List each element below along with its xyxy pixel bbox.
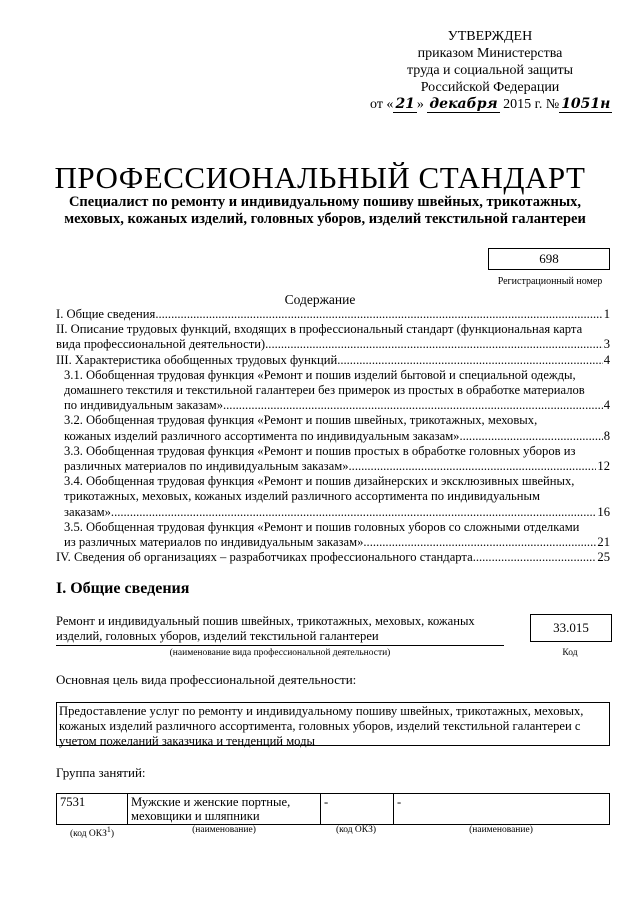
toc-item-34[interactable]: заказам» ..... 16: [56, 505, 610, 520]
approval-line: труда и социальной защиты: [407, 63, 573, 78]
toc-item-iii[interactable]: III. Характеристика обобщенных трудовых функций ..... 4: [56, 353, 610, 368]
toc-item-iv[interactable]: IV. Сведения об организациях – разработчиках профессионального стандарта ..... 25: [56, 550, 610, 565]
approval-number: 1051н: [561, 96, 611, 112]
table-of-contents: [56, 307, 610, 565]
goal-label: Основная цель вида профессиональной деятельности:: [56, 672, 357, 687]
toc-item-33-line: 3.3. Обобщенная трудовая функция «Ремонт и пошив простых в обработке головных уборов из: [64, 443, 576, 458]
activity-caption: (наименование вида профессиональной деятельности): [169, 648, 391, 658]
occupation-name-cell: -: [394, 794, 610, 825]
goal-text: Предоставление услуг по ремонту и индивидуальному пошиву швейных, трикотажных, меховых, кожаных изделий различного ассортимента, головных уборов, изделий текстильной галантереи с учетом пожеланий заказчика и тенденций моды: [56, 702, 610, 746]
approval-month: декабря: [429, 96, 498, 112]
approval-line: приказом Министерства: [417, 46, 563, 61]
toc-item-ii[interactable]: вида профессиональной деятельности) ..... 3: [56, 337, 610, 352]
code-okz-caption: (код ОКЗ$^1$): [69, 825, 115, 840]
name-caption-2: (наименование): [469, 825, 533, 835]
toc-item-34-line: трикотажных, меховых, кожаных изделий различного ассортимента по индивидуальным: [64, 489, 540, 504]
toc-heading: Содержание: [284, 292, 356, 307]
table-row: [57, 794, 610, 825]
code-okz-caption-2: (код ОКЗ): [335, 825, 377, 835]
okz-code-cell: 7531: [57, 794, 128, 825]
toc-item-ii-line: II. Описание трудовых функций, входящих в профессиональный стандарт (функциональная карта: [56, 322, 583, 337]
document-subtitle: Специалист по ремонту и индивидуальному пошиву швейных, трикотажных, меховых, кожаных изделий, головных уборов, изделий текстильной галантереи: [64, 194, 586, 227]
approval-stamp: [370, 28, 610, 113]
approval-date: от « 21 » декабря 2015 г. № 1051н: [370, 96, 611, 112]
occupation-group-table: [56, 793, 610, 825]
toc-item-i[interactable]: I. Общие сведения ..... 1: [56, 307, 610, 322]
approval-line: Российской Федерации: [420, 80, 560, 95]
activity-code-caption: Код: [562, 648, 578, 658]
toc-item-35[interactable]: из различных материалов по индивидуальным заказам» ..... 21: [56, 535, 610, 550]
activity-underline: [56, 645, 504, 646]
approval-title: УТВЕРЖДЕН: [447, 29, 533, 44]
section-heading: I. Общие сведения: [56, 580, 190, 597]
document-title: ПРОФЕССИОНАЛЬНЫЙ СТАНДАРТ: [54, 160, 586, 195]
toc-item-32[interactable]: кожаных изделий различного ассортимента по индивидуальным заказам» ..... 8: [56, 429, 610, 444]
group-label: Группа занятий:: [56, 765, 146, 780]
name-caption: (наименование): [192, 825, 256, 835]
toc-item-32-line: 3.2. Обобщенная трудовая функция «Ремонт и пошив швейных, трикотажных, меховых,: [64, 413, 538, 428]
toc-item-31[interactable]: по индивидуальным заказам» ..... 4: [56, 398, 610, 413]
activity-code: 33.015: [530, 614, 612, 642]
toc-item-31-line: домашнего текстиля и текстильной галантереи без примерок из простых в обработке материалов: [64, 383, 585, 398]
occupation-name-cell: Мужские и женские портные, меховщики и шляпники: [128, 794, 321, 825]
approval-day: 21: [395, 96, 415, 112]
toc-item-31-line: 3.1. Обобщенная трудовая функция «Ремонт и пошив изделий бытовой и специальной одежды,: [64, 367, 576, 382]
toc-item-34-line: 3.4. Обобщенная трудовая функция «Ремонт и пошив дизайнерских и эксклюзивных швейных,: [64, 474, 575, 489]
okz-code-cell: -: [321, 794, 394, 825]
registration-label: Регистрационный номер: [497, 276, 603, 287]
registration-number: 698: [488, 248, 610, 270]
toc-item-33[interactable]: различных материалов по индивидуальным заказам» ..... 12: [56, 459, 610, 474]
activity-name: Ремонт и индивидуальный пошив швейных, трикотажных, меховых, кожаных изделий, головных уборов, изделий текстильной галантереи: [56, 614, 475, 643]
toc-item-35-line: 3.5. Обобщенная трудовая функция «Ремонт и пошив головных уборов со сложными отделками: [64, 519, 580, 534]
